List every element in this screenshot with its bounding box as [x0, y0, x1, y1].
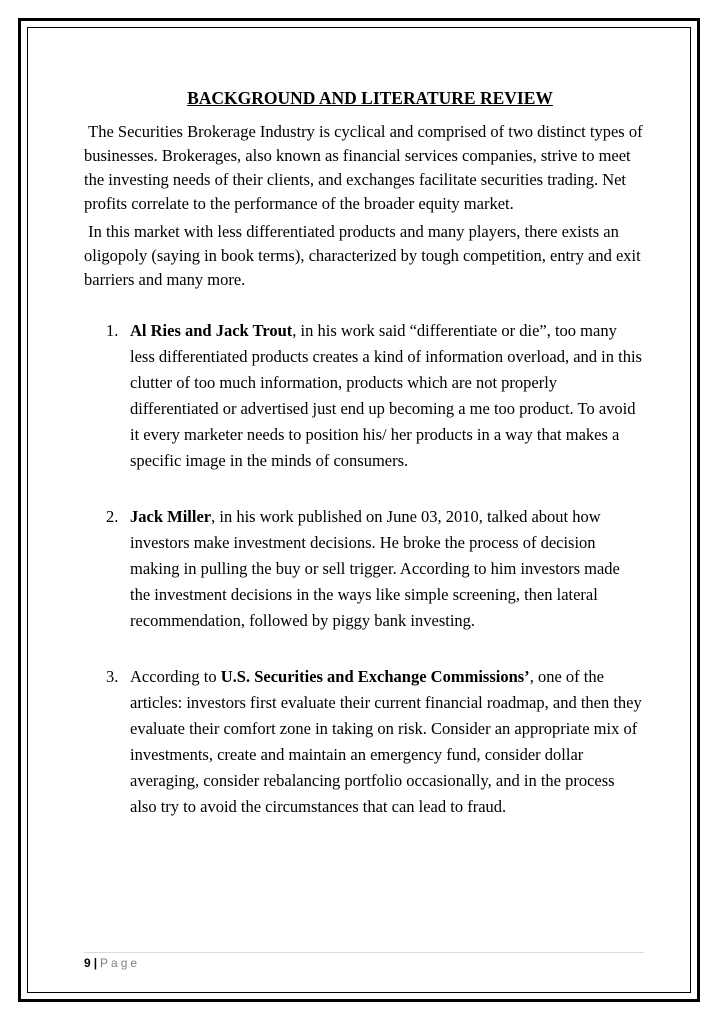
footer-divider: [84, 952, 644, 953]
list-item-lead: According to: [130, 667, 221, 686]
list-item-author: U.S. Securities and Exchange Commissions’: [220, 667, 530, 686]
list-item: [84, 664, 644, 820]
list-number: 1.: [106, 321, 119, 340]
list-item: [84, 318, 644, 474]
literature-list: [84, 318, 644, 820]
footer-separator: |: [93, 956, 98, 970]
intro-paragraph-2: In this market with less differentiated products and many players, there exists an oligopoly (saying in book terms), characterized by tough competition, entry and exit barriers and many more.: [84, 222, 645, 289]
list-item-author: Al Ries and Jack Trout: [130, 321, 293, 340]
document-body: [84, 86, 647, 850]
intro-paragraph-1: The Securities Brokerage Industry is cyclical and comprised of two distinct types of businesses. Brokerages, also known as financial services companies, strive to meet the investing needs of their clients, and exchanges facilitate securities trading. Net profits correlate to the performance of the broader equity market.: [84, 122, 647, 213]
page-footer: [84, 955, 140, 971]
section-heading: BACKGROUND AND LITERATURE REVIEW: [187, 88, 553, 108]
list-number: 2.: [106, 507, 119, 526]
page-number: 9: [84, 956, 91, 970]
list-item-author: Jack Miller: [130, 507, 212, 526]
list-number: 3.: [106, 667, 119, 686]
list-item-text: , one of the articles: investors first evaluate their current financial roadmap, and then they evaluate their comfort zone in taking on risk. Consider an appropriate mix of investments, create and maintain an emergency fund, consider dollar averaging, consider rebalancing portfolio occasionally, and in the process also try to avoid the circumstances that can lead to fraud.: [130, 667, 642, 816]
list-item: [84, 504, 644, 634]
page-label: Page: [100, 956, 141, 970]
list-item-text: , in his work published on June 03, 2010, talked about how investors make investment decisions. He broke the process of decision making in pulling the buy or sell trigger. According to him investors made the investment decisions in the ways like simple screening, then lateral recommendation, followed by piggy bank investing.: [130, 507, 620, 630]
list-item-text: , in his work said “differentiate or die”, too many less differentiated products creates a kind of information overload, and in this clutter of too much information, products which are not properly differentiated or advertised just end up becoming a me too product. To avoid it every marketer needs to position his/ her products in a way that makes a specific image in the minds of consumers.: [130, 321, 642, 470]
